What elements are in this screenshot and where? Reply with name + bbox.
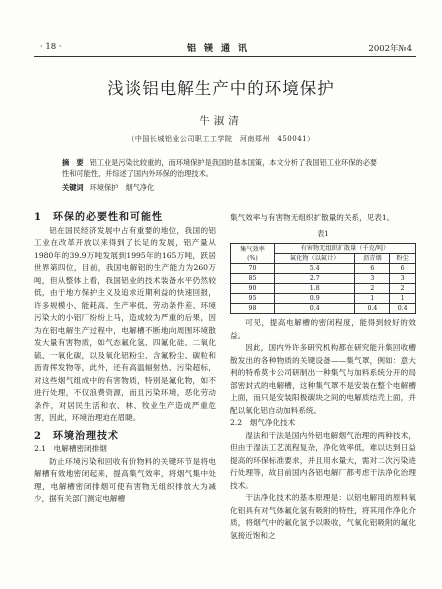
table-row [231,264,416,274]
paragraph: 可见，提高电解槽的密闭程度，能得到较好的效益。 [230,318,416,340]
subsection-heading-2-2: 2.2 烟气净化技术 [230,418,296,427]
table-cell: 70 [231,264,275,274]
author-affiliation: （中国长城铝业公司职工工学院 河南郑州 450041） [127,135,315,143]
table-cell: 6 [390,264,416,274]
table-cell: 1 [355,294,390,304]
paragraph: 防止环境污染和回收有价物料的关键环节是将电解槽有效地密闭起来，提高集气效率，将烟气集中处理，电解槽密闭排烟可使有害物无组织排放大为减少，据有关部门测定电解槽 [34,456,216,503]
issue-number: 2002年№4 [368,44,412,54]
table-cell: 3 [390,274,416,284]
table-cell: 0.9 [274,294,355,304]
table-caption: 表1 [317,228,329,238]
table-subheader-cell: 粉尘 [390,254,416,264]
page-number: · 18 · [40,42,62,52]
table-cell: 98 [231,304,275,314]
keywords-label: 关键词 [62,183,84,192]
table-cell: 0.4 [274,304,355,314]
table-cell: 2 [390,284,416,294]
keywords [62,183,378,193]
abstract [62,158,378,180]
paper-title: 浅谈铝电解生产中的环境保护 [107,79,335,98]
journal-name: 铝镁通讯 [186,44,255,54]
paragraph: 干法净化技术的基本原理是：以铝电解用的原料氧化铝具有对气体氟化氢有吸附的特性，将其用作净化介质，将烟气中的氟化氢予以吸收，气氧化铝吸附的氟化氢接近饱和之 [230,493,416,540]
table-subheader-cell: 沥青烟 [355,254,390,264]
table-row [231,284,416,294]
left-column [34,212,216,506]
table-cell: 3 [355,274,390,284]
table-cell: 95 [231,294,275,304]
table-cell: 1 [390,294,416,304]
paragraph: 湿法和干法是国内外铝电解烟气治理的两种技术，但由于湿法工艺流程复杂，净化效率低，难以达到日益提高的环保标准要求，并且用水量大，需对二次污染进行处理等，故目前国内各铝电解厂都考虑干法净化治理技术。 [230,430,416,490]
paragraph: 集气效率与有害物无组织扩散量的关系，见表1。 [230,213,395,222]
paragraph: 因此，国内外许多研究机构都在研究能升集回收槽散发出的各种物质的关键设备——集气罩，例如：意大利的特希莫卡公司研制出一种集气与加料系统分开的局部密封式的电解槽，这种集气罩不是安装在整个电解槽上面，而只是安装阳极碳块之间的电解质结壳上面，并配以氧化铝自动加料系统。 [230,343,416,415]
keywords-text: 环境保护 烟气净化 [89,183,155,192]
table-cell: 0.4 [355,304,390,314]
table-cell: 0.4 [390,304,416,314]
author-name: 牛淑清 [199,115,243,127]
section-heading-2: 2 环境治理技术 [34,430,119,442]
table-cell: 2.7 [274,274,355,284]
table-row [231,294,416,304]
table-cell: 2 [355,284,390,294]
paragraph: 铝在国民经济发展中占有重要的地位，我国的铝工业在改革开放以来得到了长足的发展，铝产量从1980年的39.9万吨发展到1995年的165万吨，跃居世界第四位，目前，我国电解铝的生产能力为260万吨，但从整体上看，我国铝业的技术装备水平仍然较低，由于地方保护主义及追求近期利益的快速回报，许多规模小、能耗高、生产率低、劳动条件差、环境污染大的小铝厂纷纷上马，造成较为严重的后果，因为在铝电解生产过程中，电解槽不断地向周围环境散发大量有害物质，如气态氟化氢、四氟化硅、二氧化硫、一氧化碳，以及氧化铝粉尘、含氟粉尘、碳粒和沥青挥发物等，此外，还有高温辐射热、污染超标，对这些烟气组成中的有害物质，特别是氟化物，如不进行处理，不仅浪费资源，而且污染环境，恶化劳动条件，对居民生活和农、林、牧业生产造成严重危害，因此，环境治理迫在眉睫。 [34,225,216,422]
table-cell: 90 [231,284,275,294]
table-row [231,274,416,284]
table-cell: 5.4 [274,264,355,274]
table-row [231,304,416,314]
subsection-heading-2-1: 2.1 电解槽密闭排烟 [34,444,107,453]
header-rule [34,56,416,57]
data-table [230,243,416,314]
table-header-cell: 集气效率 (%) [231,244,275,264]
table-subheader-cell: 氟化物（以氟计） [274,254,355,264]
table-cell: 6 [355,264,390,274]
abstract-label: 摘 要 [62,158,84,167]
section-heading-1: 1 环保的必要性和可能性 [34,212,163,223]
table-cell: 1.8 [274,284,355,294]
table-header-cell: 有害物无组织扩散量（千克/吨） [274,244,415,254]
running-header [0,40,442,56]
right-column [230,212,416,542]
abstract-text: 铝工业是污染比较重的，而环境保护是我国的基本国策，本文分析了我国铝工业环保的必要性和可能性，并综述了国内外环保的治理技术。 [62,158,378,178]
table-cell: 85 [231,274,275,284]
